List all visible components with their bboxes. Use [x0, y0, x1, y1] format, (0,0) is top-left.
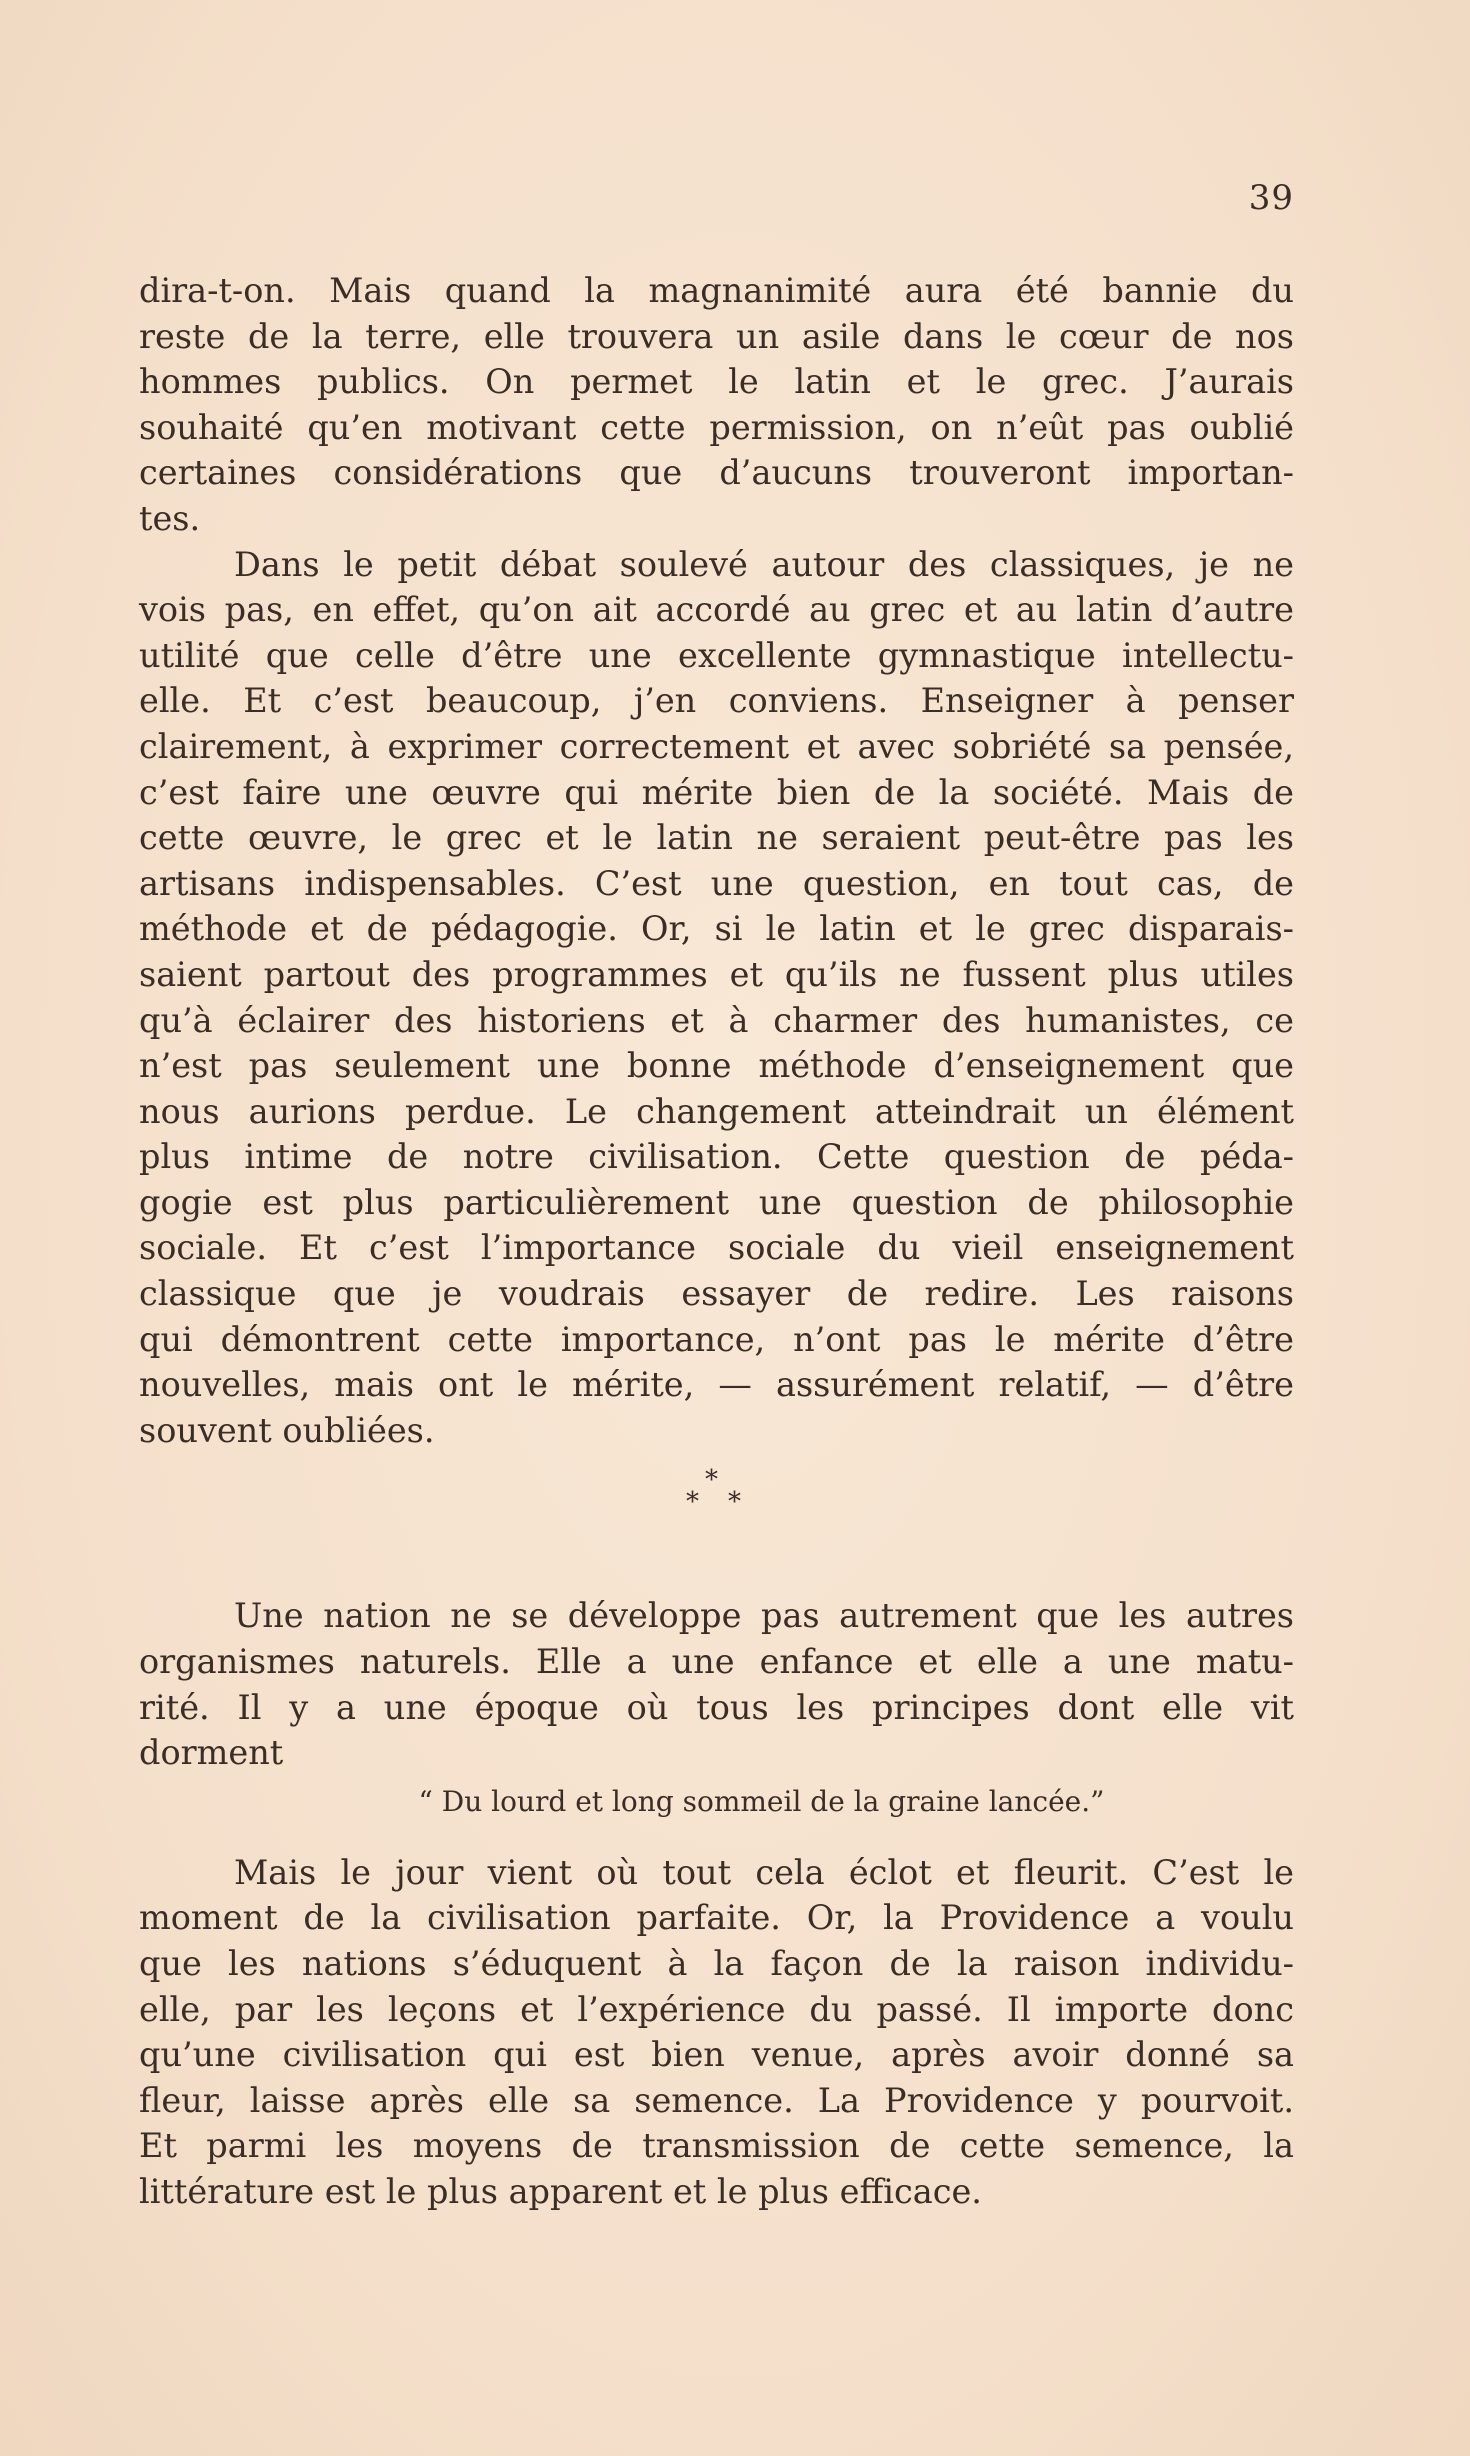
text-line: saient partout des programmes et qu’ils ne fussent plus utiles: [139, 954, 1294, 994]
text-line: elle. Et c’est beaucoup, j’en conviens. Enseigner à penser: [139, 681, 1294, 721]
text-line: hommes publics. On permet le latin et le grec. J’aurais: [139, 362, 1294, 402]
text-line: Dans le petit débat soulevé autour des classiques, je ne: [234, 544, 1294, 584]
text-line: tes.: [139, 498, 201, 538]
text-line: c’est faire une œuvre qui mérite bien de la société. Mais de: [139, 772, 1294, 812]
text-line: littérature est le plus apparent et le plus efficace.: [139, 2171, 982, 2211]
text-line: sociale. Et c’est l’importance sociale du vieil enseignement: [139, 1228, 1294, 1268]
text-line: Et parmi les moyens de transmission de cette semence, la: [139, 2126, 1294, 2166]
asterism-ornament: [659, 1457, 779, 1517]
page-number: 39: [1248, 178, 1294, 218]
text-line: utilité que celle d’être une excellente gymnastique intellectu-: [139, 635, 1294, 675]
section-break: [139, 1453, 1294, 1593]
text-line: organismes naturels. Elle a une enfance et elle a une matu-: [139, 1642, 1294, 1682]
verse-quote: “ Du lourd et long sommeil de la graine lancée.”: [418, 1784, 1105, 1818]
text-line: qu’une civilisation qui est bien venue, après avoir donné sa: [139, 2035, 1294, 2075]
text-line: rité. Il y a une époque où tous les principes dont elle vit: [139, 1687, 1294, 1727]
asterism-star: *: [686, 1487, 699, 1518]
asterism-star: *: [728, 1487, 741, 1518]
text-line: nouvelles, mais ont le mérite, — assurément relatif, — d’être: [139, 1365, 1294, 1405]
text-line: classique que je voudrais essayer de redire. Les raisons: [139, 1274, 1294, 1314]
body-text: [139, 268, 1294, 2215]
text-line: reste de la terre, elle trouvera un asile dans le cœur de nos: [139, 316, 1294, 356]
text-line: dorment: [139, 1733, 284, 1773]
paragraph-3: [139, 1593, 1294, 1775]
text-line: Une nation ne se développe pas autrement que les autres: [234, 1596, 1294, 1636]
text-line: qu’à éclairer des historiens et à charmer des humanistes, ce: [139, 1000, 1294, 1040]
text-line: que les nations s’éduquent à la façon de la raison individu-: [139, 1944, 1294, 1983]
asterism-star: *: [705, 1465, 718, 1496]
text-line: qui démontrent cette importance, n’ont pas le mérite d’être: [139, 1319, 1294, 1359]
text-line: gogie est plus particulièrement une question de philosophie: [139, 1182, 1294, 1222]
text-line: Mais le jour vient où tout cela éclot et fleurit. C’est le: [234, 1852, 1294, 1892]
text-line: méthode et de pédagogie. Or, si le latin et le grec disparais-: [139, 909, 1294, 949]
text-line: plus intime de notre civilisation. Cette question de péda-: [139, 1137, 1294, 1177]
text-line: n’est pas seulement une bonne méthode d’enseignement que: [139, 1046, 1294, 1086]
text-line: souhaité qu’en motivant cette permission, on n’eût pas oublié: [139, 407, 1294, 447]
text-line: moment de la civilisation parfaite. Or, la Providence a voulu: [139, 1898, 1294, 1938]
paragraph-2: [139, 542, 1294, 1454]
text-line: dira-t-on. Mais quand la magnanimité aura été bannie du: [139, 271, 1294, 310]
text-line: clairement, à exprimer correctement et avec sobriété sa pensée,: [139, 726, 1294, 766]
text-line: artisans indispensables. C’est une question, en tout cas, de: [139, 863, 1294, 903]
paragraph-1: [139, 268, 1294, 542]
text-line: souvent oubliées.: [139, 1410, 435, 1450]
text-line: cette œuvre, le grec et le latin ne seraient peut-être pas les: [139, 818, 1294, 858]
text-line: elle, par les leçons et l’expérience du passé. Il importe donc: [139, 1989, 1294, 2029]
text-line: certaines considérations que d’aucuns trouveront importan-: [139, 453, 1294, 493]
text-line: nous aurions perdue. Le changement atteindrait un élément: [139, 1091, 1294, 1131]
text-line: vois pas, en effet, qu’on ait accordé au grec et au latin d’autre: [139, 590, 1294, 630]
paragraph-4: [139, 1850, 1294, 2215]
text-line: fleur, laisse après elle sa semence. La Providence y pourvoit.: [139, 2080, 1294, 2120]
